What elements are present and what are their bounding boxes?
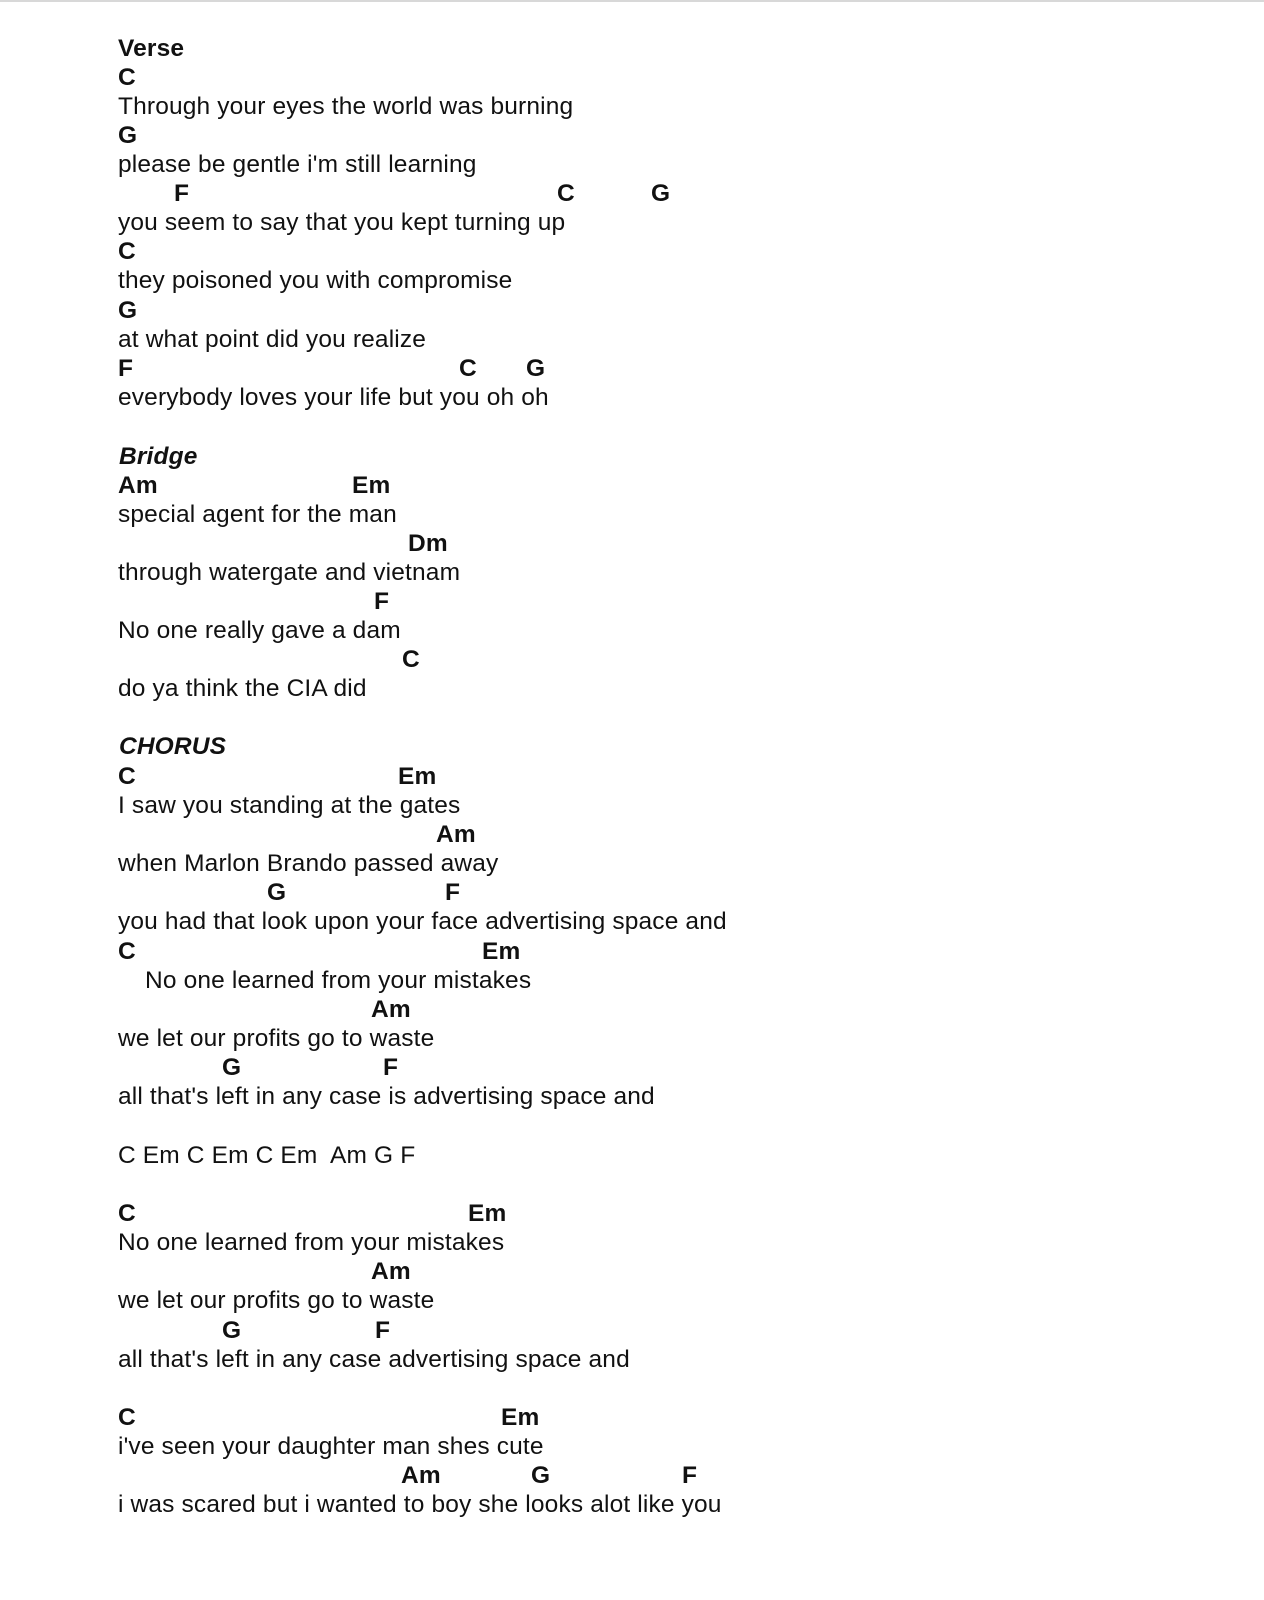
chord: G: [651, 180, 671, 207]
section-heading-chorus: CHORUS: [119, 733, 227, 760]
lyric-line: all that's left in any case advertising space and: [118, 1346, 630, 1373]
chord: G: [118, 297, 138, 324]
lyric-line: Through your eyes the world was burning: [118, 93, 574, 120]
lyric-line: when Marlon Brando passed away: [118, 850, 499, 877]
lyric-line: everybody loves your life but you oh oh: [118, 384, 549, 411]
chord: Am: [371, 996, 411, 1023]
lyric-line: i was scared but i wanted to boy she looks alot like you: [118, 1491, 722, 1518]
chord: Em: [398, 763, 437, 790]
section-heading-bridge: Bridge: [119, 443, 198, 470]
section-heading-verse: Verse: [118, 35, 185, 62]
lyric-line: we let our profits go to waste: [118, 1025, 435, 1052]
chord: G: [526, 355, 546, 382]
chord: C: [118, 1404, 136, 1431]
chord: G: [222, 1054, 242, 1081]
chord: Am: [401, 1462, 441, 1489]
chord: F: [383, 1054, 399, 1081]
lyric-line: you seem to say that you kept turning up: [118, 209, 566, 236]
lyric-line: we let our profits go to waste: [118, 1287, 435, 1314]
lyric-line: No one learned from your mistakes: [118, 1229, 505, 1256]
chord: G: [531, 1462, 551, 1489]
chord: Em: [352, 472, 391, 499]
chord: Em: [468, 1200, 507, 1227]
chord: C: [118, 238, 136, 265]
chord: G: [118, 122, 138, 149]
chord: Am: [118, 472, 158, 499]
chord: C: [402, 646, 420, 673]
chord: C: [118, 763, 136, 790]
lyric-line: please be gentle i'm still learning: [118, 151, 477, 178]
lyric-line: i've seen your daughter man shes cute: [118, 1433, 544, 1460]
lyric-line: do ya think the CIA did: [118, 675, 367, 702]
chord: G: [267, 879, 287, 906]
chord: F: [682, 1462, 698, 1489]
lyric-line: through watergate and vietnam: [118, 559, 461, 586]
chord-progression-line: C Em C Em C Em Am G F: [118, 1142, 416, 1169]
lyric-line: No one really gave a dam: [118, 617, 401, 644]
chord: F: [374, 588, 390, 615]
chord: C: [557, 180, 575, 207]
chord: Em: [501, 1404, 540, 1431]
chord: F: [445, 879, 461, 906]
chord: C: [118, 64, 136, 91]
lyric-line: No one learned from your mistakes: [145, 967, 532, 994]
chord: Am: [436, 821, 476, 848]
lyric-line: at what point did you realize: [118, 326, 427, 353]
lyric-line: you had that look upon your face advertising space and: [118, 908, 727, 935]
chord: Am: [371, 1258, 411, 1285]
lyric-line: I saw you standing at the gates: [118, 792, 461, 819]
chord: F: [375, 1317, 391, 1344]
chord: Em: [482, 938, 521, 965]
lyric-line: special agent for the man: [118, 501, 397, 528]
chord: G: [222, 1317, 242, 1344]
chord: C: [118, 1200, 136, 1227]
chord: F: [118, 355, 134, 382]
lyric-line: they poisoned you with compromise: [118, 267, 513, 294]
chord: C: [459, 355, 477, 382]
chord: C: [118, 938, 136, 965]
chord: Dm: [408, 530, 448, 557]
chord: F: [174, 180, 190, 207]
lyric-line: all that's left in any case is advertising space and: [118, 1083, 655, 1110]
